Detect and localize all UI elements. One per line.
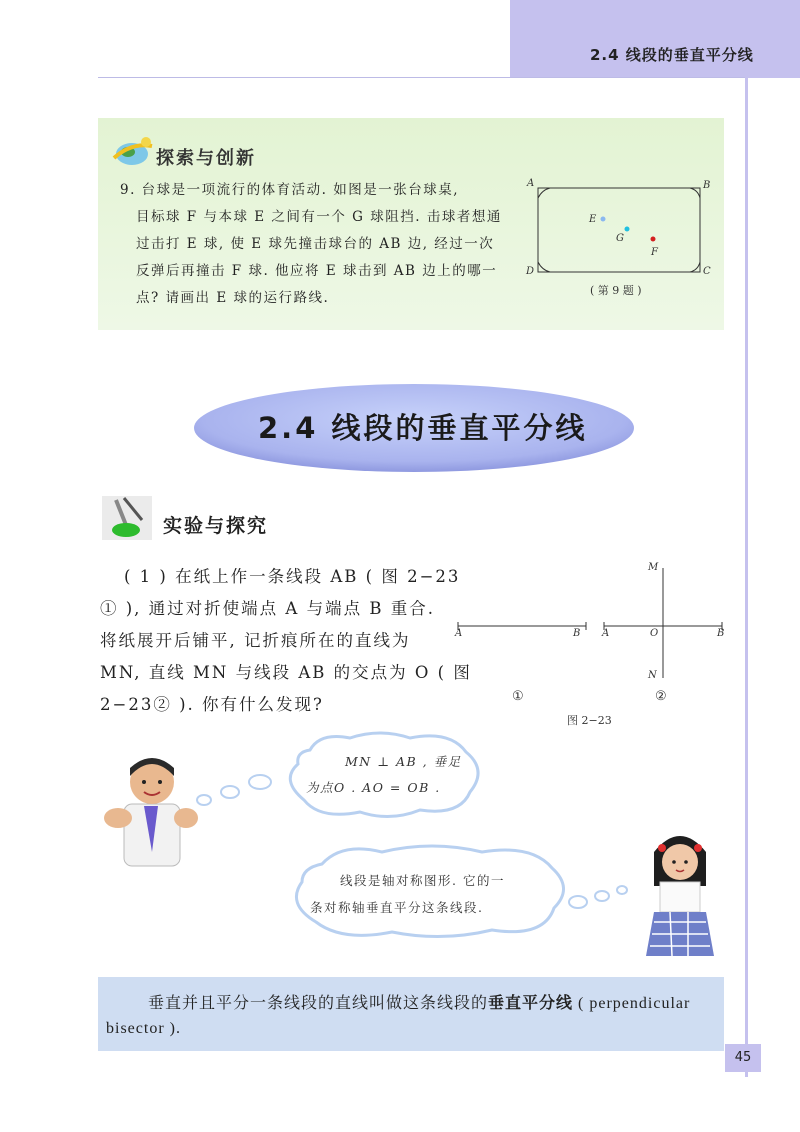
corner-c-label: C [703, 266, 711, 277]
fig2-number: ② [655, 689, 667, 704]
figure-2-23 [450, 560, 740, 690]
girl-illustration [640, 826, 720, 958]
problem-line-4: 反弹后再撞击 F 球. 他应将 E 球击到 AB 边上的哪一 [136, 263, 498, 279]
experiment-line-2: ① ), 通过对折使端点 A 与端点 B 重合. [100, 599, 435, 618]
fig2-b-label: B [717, 628, 725, 639]
fig2-m-label: M [648, 562, 659, 573]
experiment-title: 实验与探究 [163, 515, 269, 537]
running-header: 2.4 线段的垂直平分线 [590, 46, 754, 64]
figure-9-caption: ( 第 9 题 ) [590, 284, 642, 297]
problem-line-5: 点? 请画出 E 球的运行路线. [136, 290, 330, 306]
corner-a-label: A [527, 178, 535, 189]
fig2-a-label: A [602, 628, 610, 639]
ball-e-label: E [589, 214, 597, 225]
girl-bubble-line-1: 线段是轴对称图形. 它的一 [340, 873, 505, 888]
experiment-line-1: ( 1 ) 在纸上作一条线段 AB ( 图 2−23 [124, 567, 461, 586]
page-number: 45 [725, 1044, 761, 1072]
definition-box [98, 977, 724, 1051]
ball-e [601, 217, 606, 222]
definition-line-1 [148, 990, 690, 1013]
girl-bubble-line-2: 条对称轴垂直平分这条线段. [310, 900, 484, 915]
girl-speech-bubble [282, 842, 572, 942]
definition-english: ( perpendicular [573, 995, 691, 1012]
experiment-line-3: 将纸展开后铺平, 记折痕所在的直线为 [100, 631, 411, 650]
ball-f-label: F [651, 247, 658, 258]
header-rule [98, 77, 746, 78]
boy-illustration [96, 752, 202, 872]
header-tab [510, 0, 800, 78]
problem-line-1: 9. 台球是一项流行的体育活动. 如图是一张台球桌, [120, 182, 460, 198]
fig1-b-label: B [573, 628, 581, 639]
fig2-o-label: O [650, 628, 659, 639]
margin-rule [745, 77, 748, 1077]
definition-text: 垂直并且平分一条线段的直线叫做这条线段的 [148, 993, 489, 1012]
girl-thought-dots [564, 880, 644, 916]
boy-bubble-line-2: 为点O . AO = OB . [306, 780, 441, 795]
problem-line-2: 目标球 F 与本球 E 之间有一个 G 球阻挡. 击球者想通 [136, 209, 502, 225]
explore-globe-icon [110, 132, 154, 168]
fig1-number: ① [512, 689, 524, 704]
ball-g-label: G [616, 233, 624, 244]
ball-f [651, 237, 656, 242]
section-title: 2.4 线段的垂直平分线 [258, 411, 588, 445]
figure-2-23-caption: 图 2−23 [567, 714, 612, 727]
definition-line-2: bisector ). [106, 1020, 181, 1037]
corner-d-label: D [526, 266, 535, 277]
ball-g [625, 227, 630, 232]
experiment-line-5: 2−23② ). 你有什么发现? [100, 695, 324, 714]
explore-title: 探索与创新 [156, 148, 256, 169]
definition-term: 垂直平分线 [488, 993, 574, 1012]
problem-line-3: 过击打 E 球, 使 E 球先撞击球台的 AB 边, 经过一次 [136, 236, 495, 252]
boy-bubble-line-1: MN ⊥ AB , 垂足 [345, 754, 462, 769]
experiment-flask-icon [98, 490, 158, 546]
fig2-n-label: N [648, 670, 657, 681]
fig1-a-label: A [455, 628, 463, 639]
experiment-line-4: MN, 直线 MN 与线段 AB 的交点为 O ( 图 [100, 663, 472, 682]
boy-speech-bubble [280, 730, 490, 820]
corner-b-label: B [703, 180, 711, 191]
